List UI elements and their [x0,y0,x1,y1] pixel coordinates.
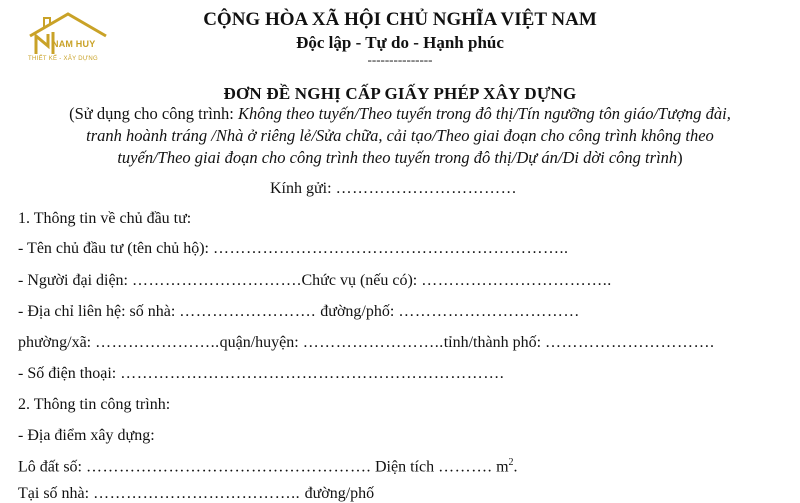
document-title: ĐƠN ĐỀ NGHỊ CẤP GIẤY PHÉP XÂY DỰNG [223,84,577,103]
province-label: tỉnh/thành phố: [443,334,546,351]
position-dots: …………………………….. [421,272,612,289]
owner-dots: ……………………………………………………….. [212,240,569,257]
usage-prefix: (Sử dụng cho công trình: [69,104,238,123]
district-label: quận/huyện: [219,334,303,351]
representative-dots: …………………………. [132,272,302,289]
owner-line [18,240,568,258]
area-end: . [513,458,518,476]
address-line [18,303,580,321]
representative-line [18,272,612,290]
representative-label: - Người đại diện: [18,272,132,289]
motto-heading: Độc lập - Tự do - Hạnh phúc [296,33,504,52]
plot-dots: ……………………………………………. [86,458,371,476]
street-dots: …………………………… [398,303,580,320]
ward-dots: ………………….. [95,334,220,351]
street-address-line [18,485,374,503]
area-unit-superscript: 2 [508,457,514,468]
phone-line [18,365,504,383]
area-label: Diện tích [371,458,439,476]
usage-line-3-text: tuyến/Theo giai đoạn cho công trình theo tuyến trong đô thị/Dự án/Di dời công trình [117,148,678,167]
plot-label: Lô đất số: [18,458,86,476]
house-street-label: đường/phố [304,485,375,502]
house-number-label: Tại số nhà: [18,485,94,502]
house-number-dots: ……………………………….. [93,485,305,502]
usage-line-3 [0,147,800,169]
province-dots: …………………………. [545,334,715,351]
owner-label: - Tên chủ đầu tư (tên chủ hộ): [18,240,213,257]
section-1-heading: 1. Thông tin về chủ đầu tư: [18,210,192,227]
district-dots: …………………….. [302,334,444,351]
plot-line [18,457,518,476]
street-label: đường/phố: [320,303,399,320]
phone-dots: ……………………………………………………………. [120,365,505,382]
ward-line [18,334,715,352]
usage-line-2 [0,125,800,147]
header-divider: --------------- [367,52,433,67]
section-2-heading: 2. Thông tin công trình: [18,396,171,413]
logo-tagline: THIẾT KẾ - XÂY DỰNG [28,56,98,62]
usage-line-1-text: Không theo tuyến/Theo tuyến trong đô thị/Tín ngưỡng tôn giáo/Tượng đài, [238,104,731,123]
recipient-line [270,180,517,198]
usage-note [0,103,800,169]
phone-label: - Số điện thoại: [18,365,121,382]
usage-line-2-text: tranh hoành tráng /Nhà ở riêng lẻ/Sửa chữa, cải tạo/Theo giai đoạn cho công trình không theo [86,126,714,145]
address-label: - Địa chỉ liên hệ: số nhà: [18,303,180,320]
recipient-label: Kính gửi: [270,180,336,197]
position-label: Chức vụ (nếu có): [301,272,422,289]
area-unit: m [492,458,509,476]
address-dots: ……………………. [179,303,321,320]
usage-line-1 [0,103,800,125]
location-line: - Địa điểm xây dựng: [18,427,155,444]
area-dots: ………. [438,458,493,476]
recipient-dots: …………………………… [335,180,518,197]
ward-label: phường/xã: [18,334,96,351]
logo-brand: NAM HUY [52,39,96,49]
nation-heading: CỘNG HÒA XÃ HỘI CHỦ NGHĨA VIỆT NAM [203,9,597,30]
usage-suffix: ) [677,148,683,167]
